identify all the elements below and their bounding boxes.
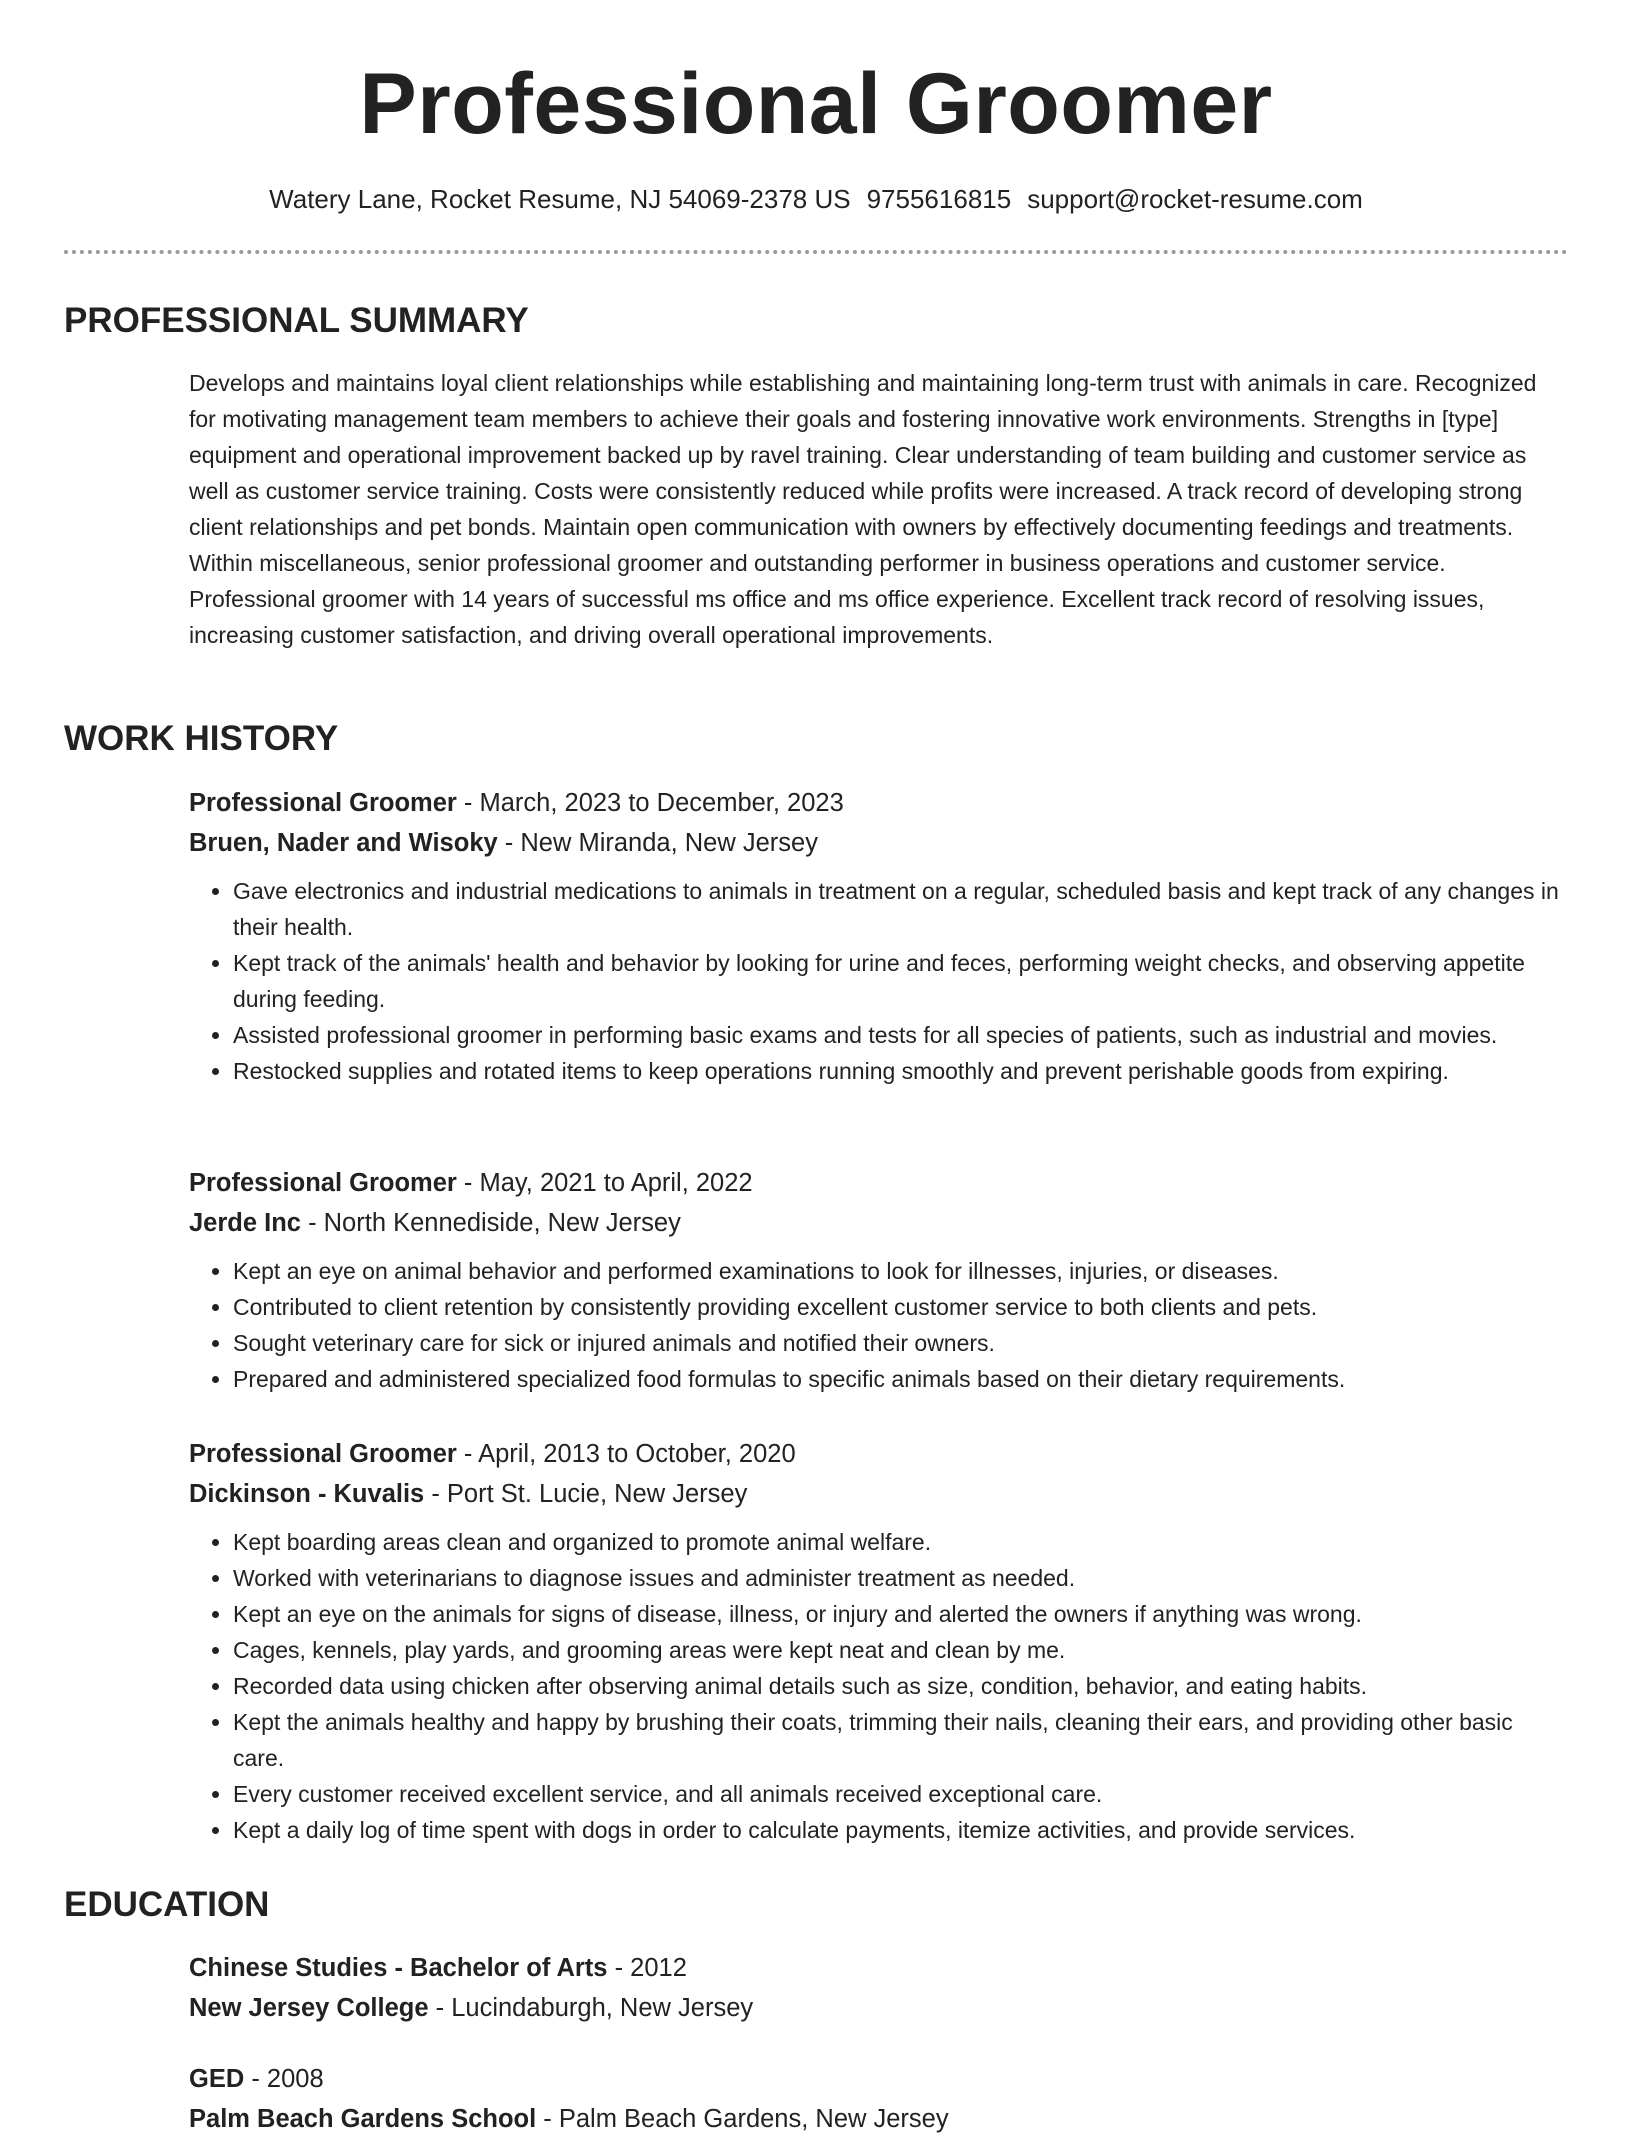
job-location: - North Kennediside, New Jersey [300, 1209, 681, 1237]
job-entry [189, 1163, 1569, 1397]
education-school-line [189, 2099, 1569, 2139]
education-degree: GED [189, 2065, 245, 2093]
job-title-line [189, 1434, 1569, 1474]
job-bullet: • Worked with veterinarians to diagnose issues and administer treatment as needed. [233, 1560, 1569, 1596]
contact-email: support@rocket-resume.com [1027, 184, 1363, 214]
job-bullet: • Contributed to client retention by consistently providing excellent customer service to both clients and pets. [233, 1289, 1569, 1325]
job-bullet: • Every customer received excellent service, and all animals received exceptional care. [233, 1776, 1569, 1812]
job-bullet: • Kept an eye on animal behavior and performed examinations to look for illnesses, injuries, or diseases. [233, 1253, 1569, 1289]
job-bullets [189, 1253, 1569, 1397]
education-school-line [189, 1988, 1569, 2028]
job-dates: - April, 2013 to October, 2020 [456, 1440, 796, 1468]
job-dates: - March, 2023 to December, 2023 [456, 789, 844, 817]
job-bullet: • Restocked supplies and rotated items to keep operations running smoothly and prevent perishable goods from expiring. [233, 1053, 1569, 1089]
job-bullet: • Kept track of the animals' health and behavior by looking for urine and feces, performing weight checks, and observing appetite during feeding. [233, 945, 1569, 1017]
education-year: - 2012 [607, 1954, 687, 1982]
job-title-line [189, 1163, 1569, 1203]
resume-name: Professional Groomer [359, 56, 1273, 152]
job-bullet: • Prepared and administered specialized food formulas to specific animals based on their dietary requirements. [233, 1361, 1569, 1397]
job-title-line [189, 783, 1569, 823]
job-bullets [189, 1524, 1569, 1848]
job-company-line [189, 823, 1569, 863]
education-location: - Lucindaburgh, New Jersey [428, 1994, 754, 2022]
job-entry [189, 783, 1569, 1089]
job-company: Jerde Inc [189, 1209, 301, 1237]
education-school: Palm Beach Gardens School [189, 2105, 537, 2133]
job-bullet: • Gave electronics and industrial medications to animals in treatment on a regular, scheduled basis and kept track of any changes in their health. [233, 873, 1569, 945]
job-company: Dickinson - Kuvalis [189, 1480, 425, 1508]
job-company-line [189, 1203, 1569, 1243]
job-bullet: • Sought veterinary care for sick or injured animals and notified their owners. [233, 1325, 1569, 1361]
contact-address: Watery Lane, Rocket Resume, NJ 54069-2378 US [269, 184, 851, 214]
job-bullet: • Kept boarding areas clean and organized to promote animal welfare. [233, 1524, 1569, 1560]
contact-line [0, 182, 1632, 216]
job-entry [189, 1434, 1569, 1848]
education-year: - 2008 [244, 2065, 324, 2093]
education-degree-line [189, 1948, 1569, 1988]
education-degree: Chinese Studies - Bachelor of Arts [189, 1954, 608, 1982]
education-entry [189, 1948, 1569, 2028]
contact-phone: 9755616815 [866, 184, 1012, 214]
education-entry [189, 2059, 1569, 2139]
job-location: - Port St. Lucie, New Jersey [424, 1480, 748, 1508]
job-bullet: • Assisted professional groomer in performing basic exams and tests for all species of patients, such as industrial and movies. [233, 1017, 1569, 1053]
job-role: Professional Groomer [189, 1169, 457, 1197]
job-bullet: • Cages, kennels, play yards, and grooming areas were kept neat and clean by me. [233, 1632, 1569, 1668]
job-location: - New Miranda, New Jersey [497, 829, 818, 857]
job-company-line [189, 1474, 1569, 1514]
header-divider [64, 250, 1568, 254]
work-history-heading: WORK HISTORY [64, 719, 339, 758]
job-dates: - May, 2021 to April, 2022 [456, 1169, 753, 1197]
job-role: Professional Groomer [189, 1440, 457, 1468]
summary-text: Develops and maintains loyal client relationships while establishing and maintaining long-term trust with animals in care. Recognized for motivating management team members to achieve their goals and fostering innovative work environments. Strengths in [type] equipment and operational improvement backed up by ravel training. Clear understanding of team building and customer service as well as customer service training. Costs were consistently reduced while profits were increased. A track record of developing strong client relationships and pet bonds. Maintain open communication with owners by effectively documenting feedings and treatments. Within miscellaneous, senior professional groomer and outstanding performer in business operations and customer service. Professional groomer with 14 years of successful ms office and ms office experience. Excellent track record of resolving issues, increasing customer satisfaction, and driving overall operational improvements. [189, 370, 1537, 648]
job-bullet: • Kept the animals healthy and happy by brushing their coats, trimming their nails, cleaning their ears, and providing other basic care. [233, 1704, 1569, 1776]
job-bullet: • Recorded data using chicken after observing animal details such as size, condition, behavior, and eating habits. [233, 1668, 1569, 1704]
job-bullet: • Kept an eye on the animals for signs of disease, illness, or injury and alerted the owners if anything was wrong. [233, 1596, 1569, 1632]
job-role: Professional Groomer [189, 789, 457, 817]
job-bullet: • Kept a daily log of time spent with dogs in order to calculate payments, itemize activities, and provide services. [233, 1812, 1569, 1848]
job-bullets [189, 873, 1569, 1089]
summary-heading: PROFESSIONAL SUMMARY [64, 301, 529, 340]
education-degree-line [189, 2059, 1569, 2099]
education-heading: EDUCATION [64, 1885, 270, 1924]
education-school: New Jersey College [189, 1994, 429, 2022]
education-location: - Palm Beach Gardens, New Jersey [536, 2105, 949, 2133]
job-company: Bruen, Nader and Wisoky [189, 829, 498, 857]
